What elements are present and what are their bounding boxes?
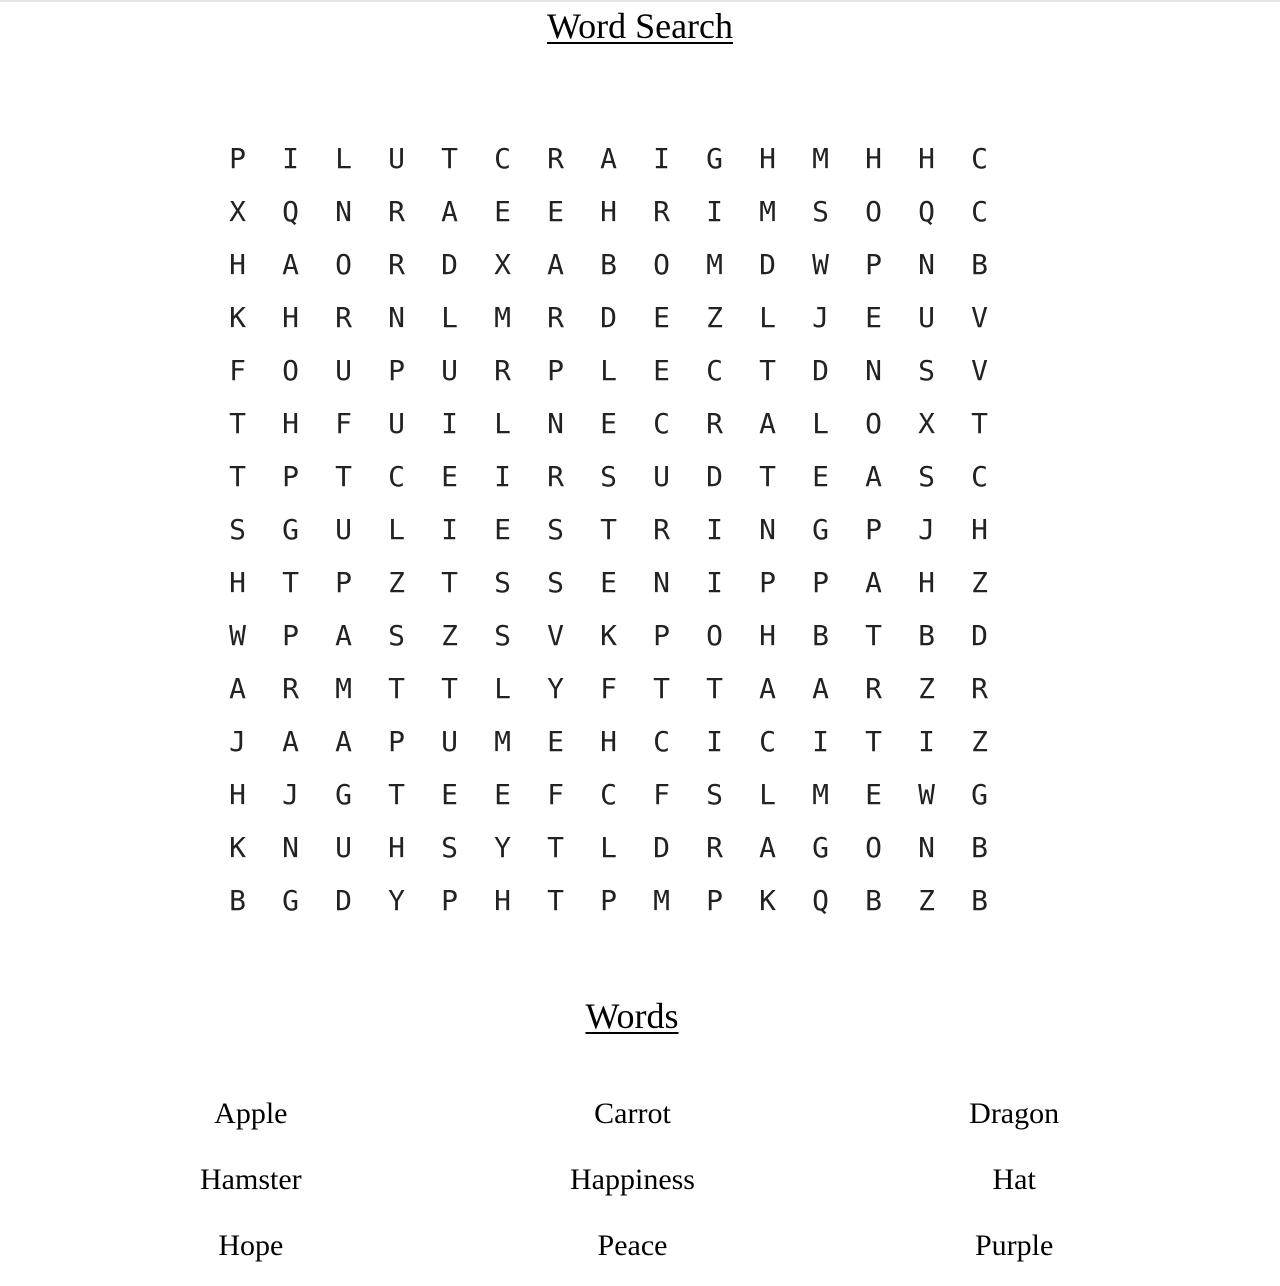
grid-cell[interactable]: R [653, 195, 670, 228]
grid-cell[interactable]: S [547, 566, 564, 599]
grid-cell[interactable]: L [388, 513, 405, 546]
grid-cell[interactable]: Y [494, 831, 511, 864]
grid-cell[interactable]: T [759, 460, 776, 493]
grid-cell[interactable]: H [229, 566, 246, 599]
grid-cell[interactable]: U [441, 725, 458, 758]
grid-cell[interactable]: M [706, 248, 723, 281]
grid-cell[interactable]: P [441, 884, 458, 917]
grid-cell[interactable]: M [812, 778, 829, 811]
grid-cell[interactable]: R [653, 513, 670, 546]
grid-cell[interactable]: I [282, 142, 299, 175]
grid-cell[interactable]: U [335, 513, 352, 546]
grid-cell[interactable]: D [971, 619, 988, 652]
grid-cell[interactable]: N [282, 831, 299, 864]
grid-cell[interactable]: U [653, 460, 670, 493]
grid-cell[interactable]: I [706, 725, 723, 758]
grid-cell[interactable]: E [494, 513, 511, 546]
grid-cell[interactable]: H [388, 831, 405, 864]
grid-cell[interactable]: P [229, 142, 246, 175]
grid-cell[interactable]: A [229, 672, 246, 705]
grid-cell[interactable]: H [229, 778, 246, 811]
grid-cell[interactable]: N [335, 195, 352, 228]
grid-cell[interactable]: B [865, 884, 882, 917]
words-heading-text: Words [585, 996, 679, 1036]
grid-cell[interactable]: A [547, 248, 564, 281]
grid-cell[interactable]: A [812, 672, 829, 705]
grid-cell[interactable]: O [653, 248, 670, 281]
grid-cell[interactable]: S [388, 619, 405, 652]
grid-cell[interactable]: L [600, 831, 617, 864]
grid-cell[interactable]: P [706, 884, 723, 917]
grid-cell[interactable]: A [759, 672, 776, 705]
grid-cell[interactable]: S [706, 778, 723, 811]
grid-cell[interactable]: V [971, 354, 988, 387]
grid-cell[interactable]: C [653, 407, 670, 440]
grid-cell[interactable]: H [282, 301, 299, 334]
grid-cell[interactable]: G [706, 142, 723, 175]
grid-cell[interactable]: Z [918, 884, 935, 917]
grid-cell[interactable]: I [441, 407, 458, 440]
grid-cell[interactable]: H [600, 195, 617, 228]
grid-cell[interactable]: V [547, 619, 564, 652]
grid-cell[interactable]: I [494, 460, 511, 493]
grid-cell[interactable]: T [335, 460, 352, 493]
grid-cell[interactable]: E [812, 460, 829, 493]
grid-cell[interactable]: L [441, 301, 458, 334]
grid-cell[interactable]: I [706, 195, 723, 228]
grid-cell[interactable]: D [759, 248, 776, 281]
grid-cell[interactable]: D [335, 884, 352, 917]
grid-cell[interactable]: E [653, 354, 670, 387]
grid-cell[interactable]: E [441, 778, 458, 811]
grid-cell[interactable]: A [282, 248, 299, 281]
grid-cell[interactable]: K [759, 884, 776, 917]
grid-cell[interactable]: T [547, 831, 564, 864]
grid-cell[interactable]: H [759, 619, 776, 652]
grid-cell[interactable]: H [759, 142, 776, 175]
grid-cell[interactable]: Y [388, 884, 405, 917]
grid-cell[interactable]: P [388, 354, 405, 387]
grid-cell[interactable]: H [865, 142, 882, 175]
grid-cell[interactable]: L [494, 407, 511, 440]
grid-cell[interactable]: T [600, 513, 617, 546]
grid-cell[interactable]: P [759, 566, 776, 599]
grid-cell[interactable]: S [918, 354, 935, 387]
grid-cell[interactable]: O [706, 619, 723, 652]
grid-cell[interactable]: W [229, 619, 246, 652]
grid-cell[interactable]: H [971, 513, 988, 546]
grid-cell[interactable]: A [441, 195, 458, 228]
grid-cell[interactable]: B [971, 831, 988, 864]
grid-cell[interactable]: T [865, 619, 882, 652]
grid-cell[interactable]: F [600, 672, 617, 705]
grid-cell[interactable]: K [600, 619, 617, 652]
grid-cell[interactable]: N [547, 407, 564, 440]
grid-cell[interactable]: C [600, 778, 617, 811]
grid-cell[interactable]: E [865, 778, 882, 811]
grid-cell[interactable]: F [547, 778, 564, 811]
grid-cell[interactable]: B [229, 884, 246, 917]
word-item: Hat [992, 1163, 1036, 1196]
grid-cell[interactable]: U [918, 301, 935, 334]
grid-cell[interactable]: E [653, 301, 670, 334]
grid-cell[interactable]: O [282, 354, 299, 387]
grid-cell[interactable]: I [706, 566, 723, 599]
grid-cell[interactable]: B [971, 248, 988, 281]
top-divider [0, 0, 1280, 2]
grid-cell[interactable]: T [759, 354, 776, 387]
grid-cell[interactable]: W [812, 248, 829, 281]
grid-cell[interactable]: I [918, 725, 935, 758]
grid-cell[interactable]: A [335, 619, 352, 652]
grid-cell[interactable]: R [547, 301, 564, 334]
grid-cell[interactable]: P [335, 566, 352, 599]
grid-cell[interactable]: P [388, 725, 405, 758]
grid-cell[interactable]: T [388, 672, 405, 705]
grid-cell[interactable]: Z [388, 566, 405, 599]
grid-cell[interactable]: C [494, 142, 511, 175]
grid-cell[interactable]: V [971, 301, 988, 334]
grid-cell[interactable]: L [812, 407, 829, 440]
grid-cell[interactable]: M [494, 725, 511, 758]
grid-cell[interactable]: P [865, 248, 882, 281]
grid-cell[interactable]: J [918, 513, 935, 546]
grid-cell[interactable]: H [918, 566, 935, 599]
word-list [60, 1088, 1205, 1286]
grid-cell[interactable]: Z [918, 672, 935, 705]
grid-cell[interactable]: W [918, 778, 935, 811]
grid-cell[interactable]: S [494, 619, 511, 652]
grid-cell[interactable]: U [388, 142, 405, 175]
grid-cell[interactable]: X [229, 195, 246, 228]
grid-cell[interactable]: M [494, 301, 511, 334]
grid-cell[interactable]: R [388, 248, 405, 281]
grid-cell[interactable]: U [335, 354, 352, 387]
grid-cell[interactable]: T [971, 407, 988, 440]
word-item: Hope [218, 1229, 284, 1262]
grid-cell[interactable]: S [229, 513, 246, 546]
grid-cell[interactable]: A [865, 566, 882, 599]
grid-cell[interactable]: J [812, 301, 829, 334]
grid-cell[interactable]: T [441, 142, 458, 175]
grid-cell[interactable]: C [706, 354, 723, 387]
grid-cell[interactable]: E [600, 407, 617, 440]
grid-cell[interactable]: K [229, 301, 246, 334]
grid-cell[interactable]: B [918, 619, 935, 652]
grid-cell[interactable]: R [494, 354, 511, 387]
grid-cell[interactable]: I [441, 513, 458, 546]
grid-cell[interactable]: M [812, 142, 829, 175]
word-item: Happiness [570, 1163, 695, 1196]
grid-cell[interactable]: T [441, 672, 458, 705]
grid-cell[interactable]: R [388, 195, 405, 228]
grid-cell[interactable]: R [547, 142, 564, 175]
grid-cell[interactable]: T [282, 566, 299, 599]
grid-cell[interactable]: C [388, 460, 405, 493]
grid-cell[interactable]: K [229, 831, 246, 864]
grid-cell[interactable]: C [971, 142, 988, 175]
grid-cell[interactable]: Z [706, 301, 723, 334]
grid-cell[interactable]: H [600, 725, 617, 758]
grid-cell[interactable]: T [706, 672, 723, 705]
grid-cell[interactable]: S [547, 513, 564, 546]
grid-cell[interactable]: S [812, 195, 829, 228]
grid-cell[interactable]: X [494, 248, 511, 281]
grid-cell[interactable]: C [971, 460, 988, 493]
grid-cell[interactable]: P [600, 884, 617, 917]
grid-cell[interactable]: L [494, 672, 511, 705]
grid-cell[interactable]: P [282, 619, 299, 652]
grid-cell[interactable]: T [653, 672, 670, 705]
grid-cell[interactable]: I [812, 725, 829, 758]
grid-cell[interactable]: Z [971, 725, 988, 758]
grid-cell[interactable]: A [600, 142, 617, 175]
grid-cell[interactable]: M [335, 672, 352, 705]
grid-cell[interactable]: G [812, 831, 829, 864]
grid-cell[interactable]: P [812, 566, 829, 599]
letter-grid [211, 132, 1006, 927]
grid-cell[interactable]: H [494, 884, 511, 917]
grid-cell[interactable]: Q [282, 195, 299, 228]
grid-cell[interactable]: T [229, 407, 246, 440]
grid-cell[interactable]: B [600, 248, 617, 281]
grid-cell[interactable]: R [706, 831, 723, 864]
grid-cell[interactable]: E [547, 725, 564, 758]
grid-cell[interactable]: T [865, 725, 882, 758]
grid-cell[interactable]: G [282, 884, 299, 917]
grid-cell[interactable]: Y [547, 672, 564, 705]
grid-cell[interactable]: E [600, 566, 617, 599]
grid-cell[interactable]: T [388, 778, 405, 811]
word-item: Apple [214, 1097, 288, 1130]
grid-cell[interactable]: P [653, 619, 670, 652]
grid-cell[interactable]: A [759, 407, 776, 440]
grid-cell[interactable]: H [918, 142, 935, 175]
grid-cell[interactable]: O [865, 831, 882, 864]
grid-cell[interactable]: L [759, 778, 776, 811]
grid-cell[interactable]: Z [971, 566, 988, 599]
grid-cell[interactable]: A [282, 725, 299, 758]
grid-cell[interactable]: X [918, 407, 935, 440]
grid-cell[interactable]: F [229, 354, 246, 387]
page-title-text: Word Search [546, 6, 734, 46]
grid-cell[interactable]: C [759, 725, 776, 758]
grid-cell[interactable]: B [812, 619, 829, 652]
grid-cell[interactable]: U [335, 831, 352, 864]
grid-cell[interactable]: T [441, 566, 458, 599]
grid-cell[interactable]: J [282, 778, 299, 811]
grid-cell[interactable]: A [335, 725, 352, 758]
grid-cell[interactable]: P [282, 460, 299, 493]
grid-cell[interactable]: N [653, 566, 670, 599]
grid-cell[interactable]: H [229, 248, 246, 281]
grid-cell[interactable]: N [918, 831, 935, 864]
word-item: Carrot [594, 1097, 671, 1130]
grid-cell[interactable]: P [547, 354, 564, 387]
grid-cell[interactable]: N [759, 513, 776, 546]
grid-cell[interactable]: B [971, 884, 988, 917]
grid-cell[interactable]: D [441, 248, 458, 281]
grid-cell[interactable]: O [335, 248, 352, 281]
grid-cell[interactable]: R [335, 301, 352, 334]
grid-cell[interactable]: S [494, 566, 511, 599]
grid-cell[interactable]: S [441, 831, 458, 864]
grid-cell[interactable]: I [706, 513, 723, 546]
grid-cell[interactable]: A [759, 831, 776, 864]
grid-cell[interactable]: R [865, 672, 882, 705]
grid-cell[interactable]: D [812, 354, 829, 387]
grid-cell[interactable]: U [441, 354, 458, 387]
grid-cell[interactable]: R [547, 460, 564, 493]
grid-cell[interactable]: D [600, 301, 617, 334]
grid-cell[interactable]: S [600, 460, 617, 493]
grid-cell[interactable]: E [441, 460, 458, 493]
grid-cell[interactable]: L [600, 354, 617, 387]
grid-cell[interactable]: N [918, 248, 935, 281]
grid-cell[interactable]: E [547, 195, 564, 228]
grid-cell[interactable]: H [282, 407, 299, 440]
word-item: Dragon [969, 1097, 1060, 1130]
grid-cell[interactable]: F [653, 778, 670, 811]
grid-cell[interactable]: Q [918, 195, 935, 228]
grid-cell[interactable]: R [706, 407, 723, 440]
grid-cell[interactable]: T [229, 460, 246, 493]
grid-cell[interactable]: R [282, 672, 299, 705]
grid-cell[interactable]: R [971, 672, 988, 705]
grid-cell[interactable]: U [388, 407, 405, 440]
grid-cell[interactable]: G [812, 513, 829, 546]
grid-cell[interactable]: E [494, 195, 511, 228]
grid-cell[interactable]: G [335, 778, 352, 811]
grid-cell[interactable]: D [653, 831, 670, 864]
grid-cell[interactable]: E [494, 778, 511, 811]
words-heading [0, 994, 1264, 1038]
grid-cell[interactable]: P [865, 513, 882, 546]
word-item: Peace [597, 1229, 668, 1262]
grid-cell[interactable]: N [388, 301, 405, 334]
grid-cell[interactable]: M [653, 884, 670, 917]
grid-cell[interactable]: O [865, 195, 882, 228]
grid-cell[interactable]: N [865, 354, 882, 387]
grid-cell[interactable]: C [971, 195, 988, 228]
grid-cell[interactable]: L [335, 142, 352, 175]
page-title [0, 4, 1280, 48]
word-item: Hamster [200, 1163, 302, 1196]
grid-cell[interactable]: Z [441, 619, 458, 652]
grid-cell[interactable]: S [918, 460, 935, 493]
grid-cell[interactable]: L [759, 301, 776, 334]
grid-cell[interactable]: M [759, 195, 776, 228]
grid-cell[interactable]: O [865, 407, 882, 440]
grid-cell[interactable]: F [335, 407, 352, 440]
grid-cell[interactable]: T [547, 884, 564, 917]
grid-cell[interactable]: E [865, 301, 882, 334]
grid-cell[interactable]: Q [812, 884, 829, 917]
grid-cell[interactable]: G [971, 778, 988, 811]
grid-cell[interactable]: I [653, 142, 670, 175]
grid-cell[interactable]: C [653, 725, 670, 758]
grid-cell[interactable]: A [865, 460, 882, 493]
grid-cell[interactable]: D [706, 460, 723, 493]
grid-cell[interactable]: G [282, 513, 299, 546]
grid-cell[interactable]: J [229, 725, 246, 758]
word-item: Purple [974, 1229, 1054, 1262]
